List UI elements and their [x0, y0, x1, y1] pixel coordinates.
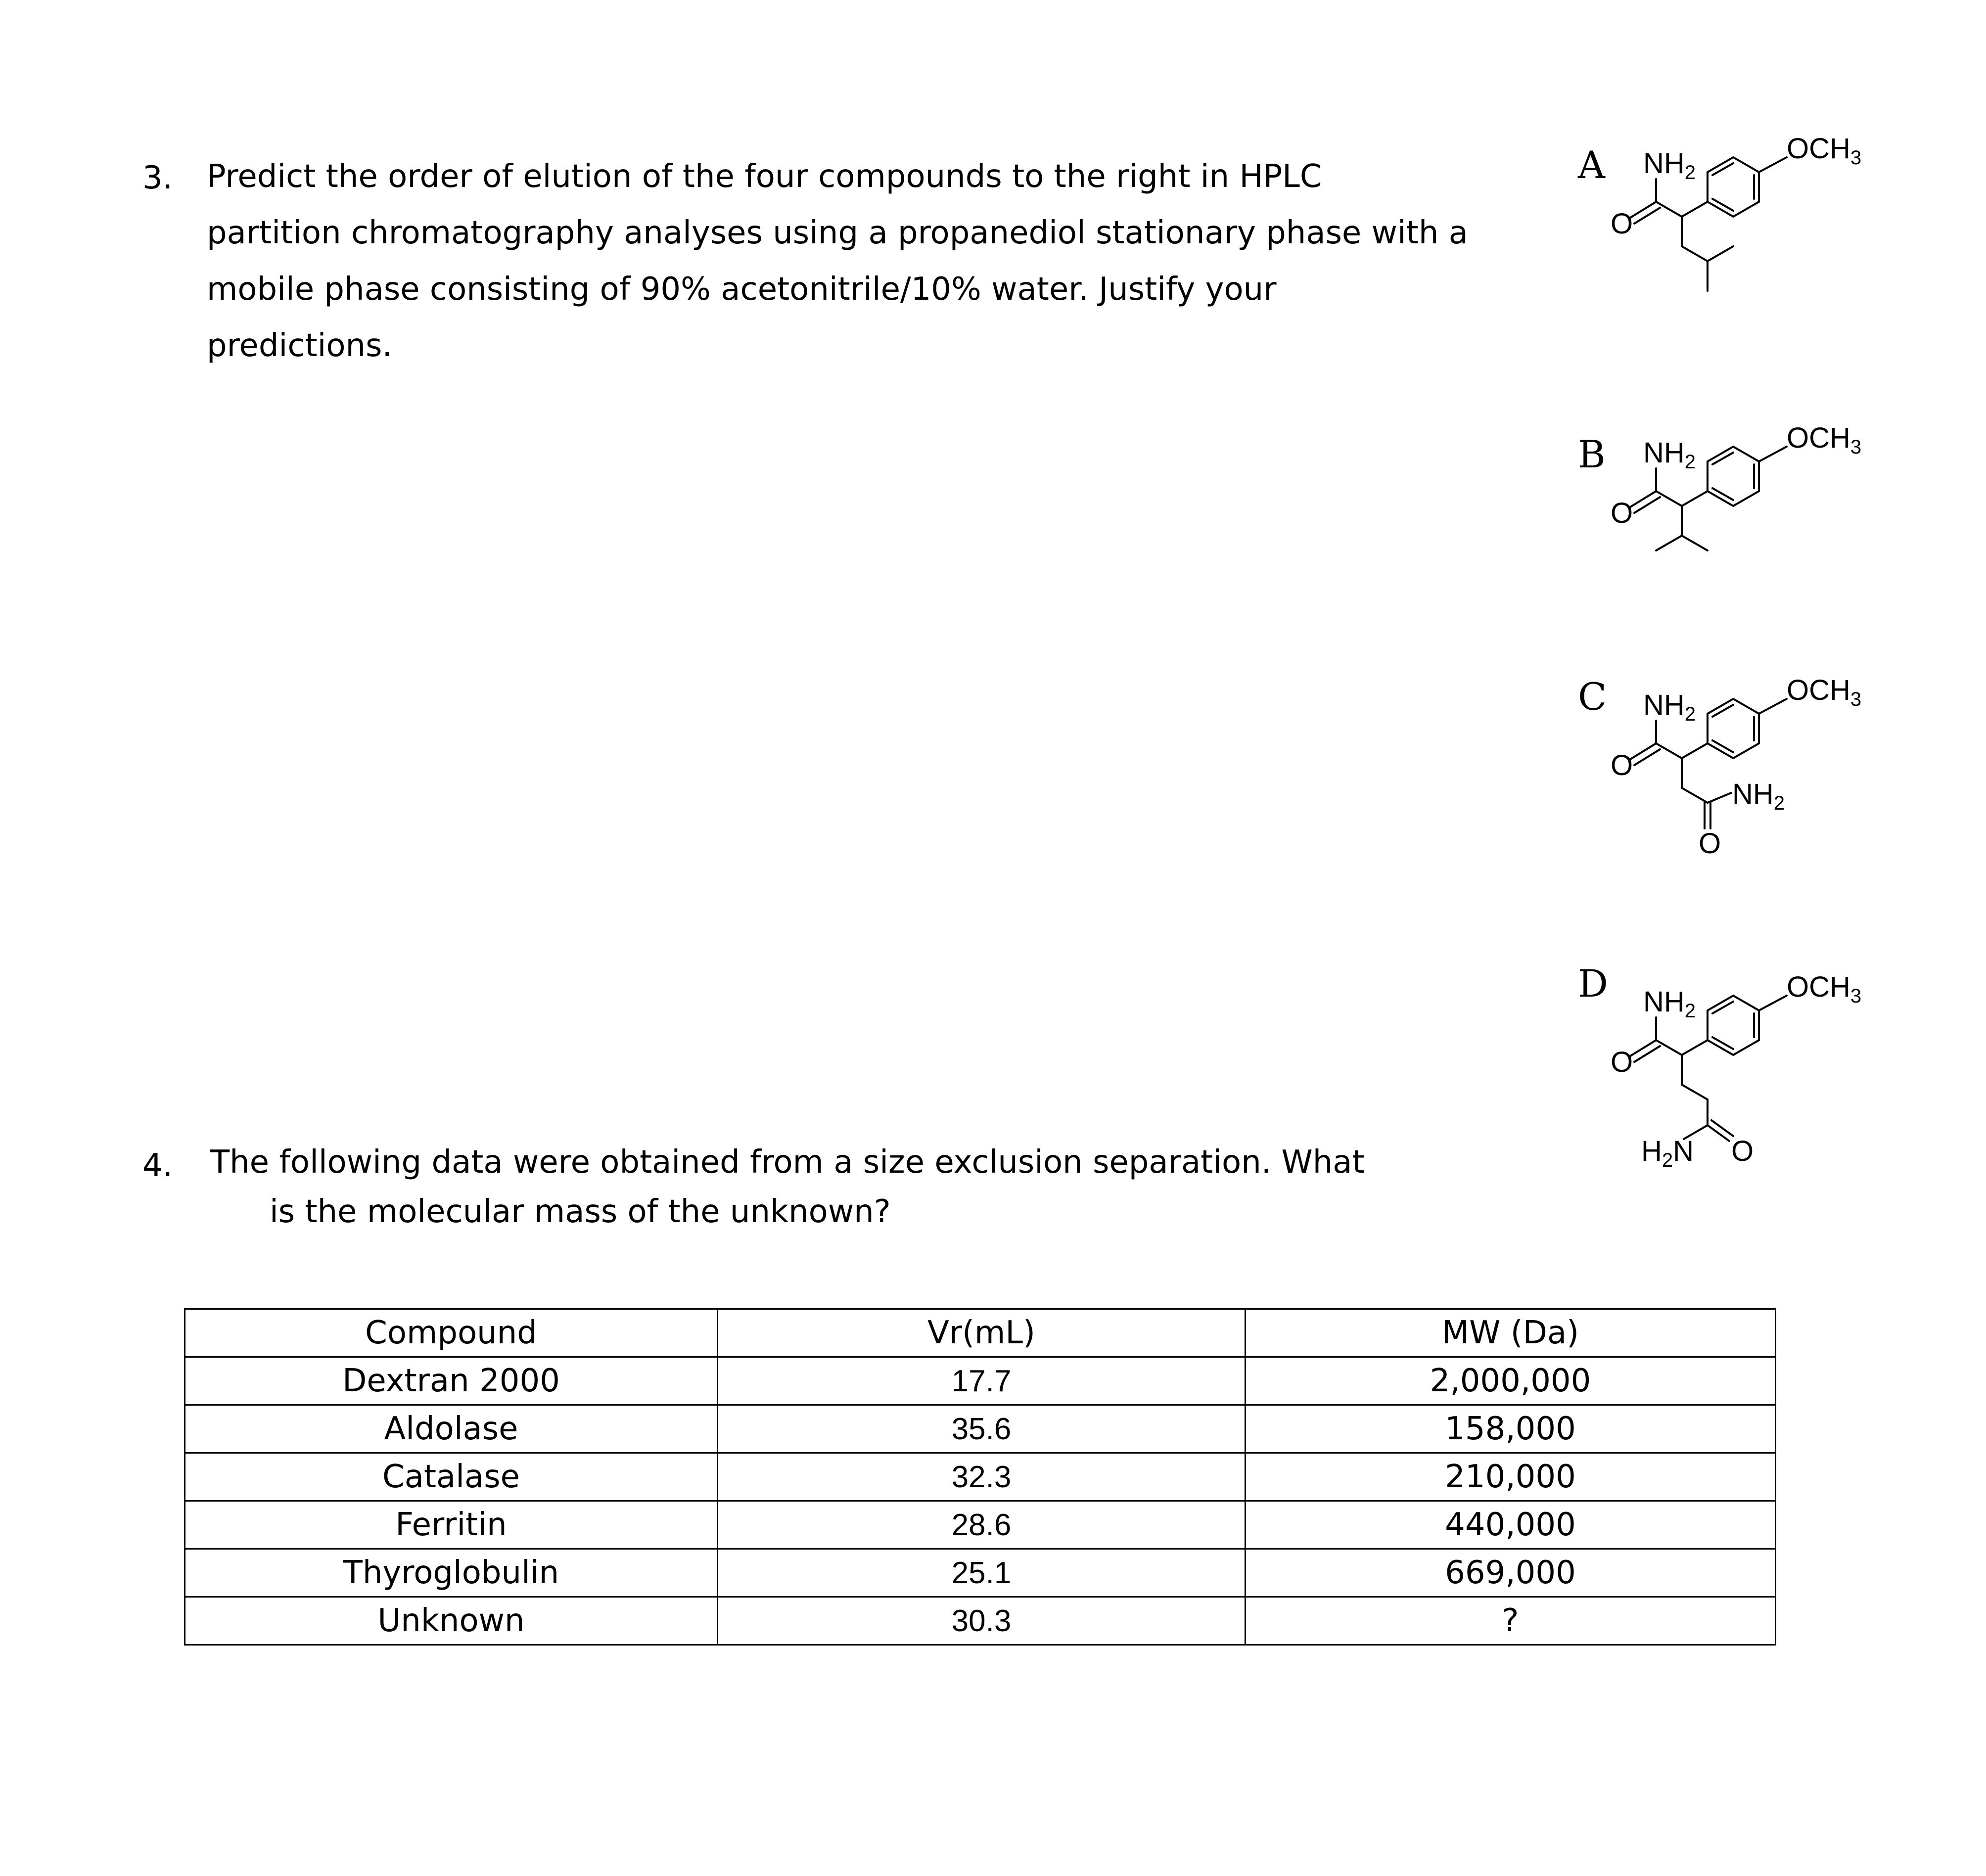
methoxy-group: $OCH_3$	[1787, 422, 1862, 458]
amine-group: $NH_2$	[1643, 689, 1696, 725]
structure-a	[1568, 129, 1914, 406]
column-header-mw: MW (Da)	[1246, 1309, 1776, 1357]
table-row	[185, 1501, 1776, 1549]
structure-label: A	[1578, 143, 1605, 187]
carbonyl-oxygen: O	[1611, 749, 1633, 781]
cell-compound: Aldolase	[185, 1405, 718, 1453]
carbonyl-oxygen: O	[1611, 1046, 1633, 1078]
question-3-line: partition chromatography analyses using a propanediol stationary phase with a	[207, 215, 1468, 251]
structure-label: B	[1578, 432, 1606, 476]
question-3-number: 3.	[142, 160, 173, 196]
side-chain-oxygen: O	[1731, 1135, 1754, 1167]
column-header-vr: Vr(mL)	[718, 1309, 1246, 1357]
cell-vr: 28.6	[718, 1501, 1246, 1549]
amine-group: $NH_2$	[1643, 437, 1696, 473]
question-3-line: predictions.	[207, 327, 392, 364]
structure-a-drawing	[1568, 129, 1914, 336]
methoxy-group: $OCH_3$	[1787, 133, 1862, 169]
structure-b-drawing	[1568, 418, 1914, 596]
cell-compound: Dextran 2000	[185, 1357, 718, 1405]
table-row	[185, 1597, 1776, 1645]
cell-vr: 17.7	[718, 1357, 1246, 1405]
table-row	[185, 1357, 1776, 1405]
table-row	[185, 1405, 1776, 1453]
cell-mw: ?	[1246, 1597, 1776, 1645]
cell-mw: 2,000,000	[1246, 1357, 1776, 1405]
methoxy-group: $OCH_3$	[1787, 971, 1862, 1007]
cell-mw: 210,000	[1246, 1453, 1776, 1501]
question-3-text	[207, 148, 1468, 374]
carbonyl-oxygen: O	[1611, 208, 1633, 240]
cell-mw: 669,000	[1246, 1549, 1776, 1597]
carbonyl-oxygen: O	[1611, 497, 1633, 529]
question-3-line: Predict the order of elution of the four compounds to the right in HPLC	[207, 158, 1322, 195]
cell-compound: Catalase	[185, 1453, 718, 1501]
cell-vr: 25.1	[718, 1549, 1246, 1597]
column-header-compound: Compound	[185, 1309, 718, 1357]
structure-b	[1568, 418, 1914, 695]
structure-c-drawing	[1568, 670, 1914, 888]
side-chain-amine: $H_2N$	[1641, 1135, 1694, 1171]
question-4-text	[210, 1138, 1365, 1236]
structure-label: D	[1578, 967, 1608, 1006]
cell-vr: 30.3	[718, 1597, 1246, 1645]
question-4-number: 4.	[142, 1147, 173, 1184]
table-header-row	[185, 1309, 1776, 1357]
cell-vr: 35.6	[718, 1405, 1246, 1453]
cell-vr: 32.3	[718, 1453, 1246, 1501]
side-chain-oxygen: O	[1699, 827, 1721, 860]
amine-group: $NH_2$	[1643, 147, 1696, 183]
table-row	[185, 1549, 1776, 1597]
methoxy-group: $OCH_3$	[1787, 674, 1862, 710]
cell-compound: Ferritin	[185, 1501, 718, 1549]
question-4-line: is the molecular mass of the unknown?	[270, 1193, 891, 1230]
side-chain-amine: $NH_2$	[1732, 778, 1785, 814]
table-row	[185, 1453, 1776, 1501]
amine-group: $NH_2$	[1643, 986, 1696, 1022]
question-4-line: The following data were obtained from a size exclusion separation. What	[210, 1144, 1365, 1181]
structure-label: C	[1578, 675, 1607, 719]
size-exclusion-data-table	[184, 1308, 1776, 1646]
structure-d	[1568, 967, 1914, 1244]
cell-compound: Thyroglobulin	[185, 1549, 718, 1597]
structure-c	[1568, 670, 1914, 947]
cell-compound: Unknown	[185, 1597, 718, 1645]
structure-d-drawing	[1568, 967, 1914, 1194]
question-3-line: mobile phase consisting of 90% acetonitrile/10% water. Justify your	[207, 271, 1277, 308]
cell-mw: 440,000	[1246, 1501, 1776, 1549]
cell-mw: 158,000	[1246, 1405, 1776, 1453]
